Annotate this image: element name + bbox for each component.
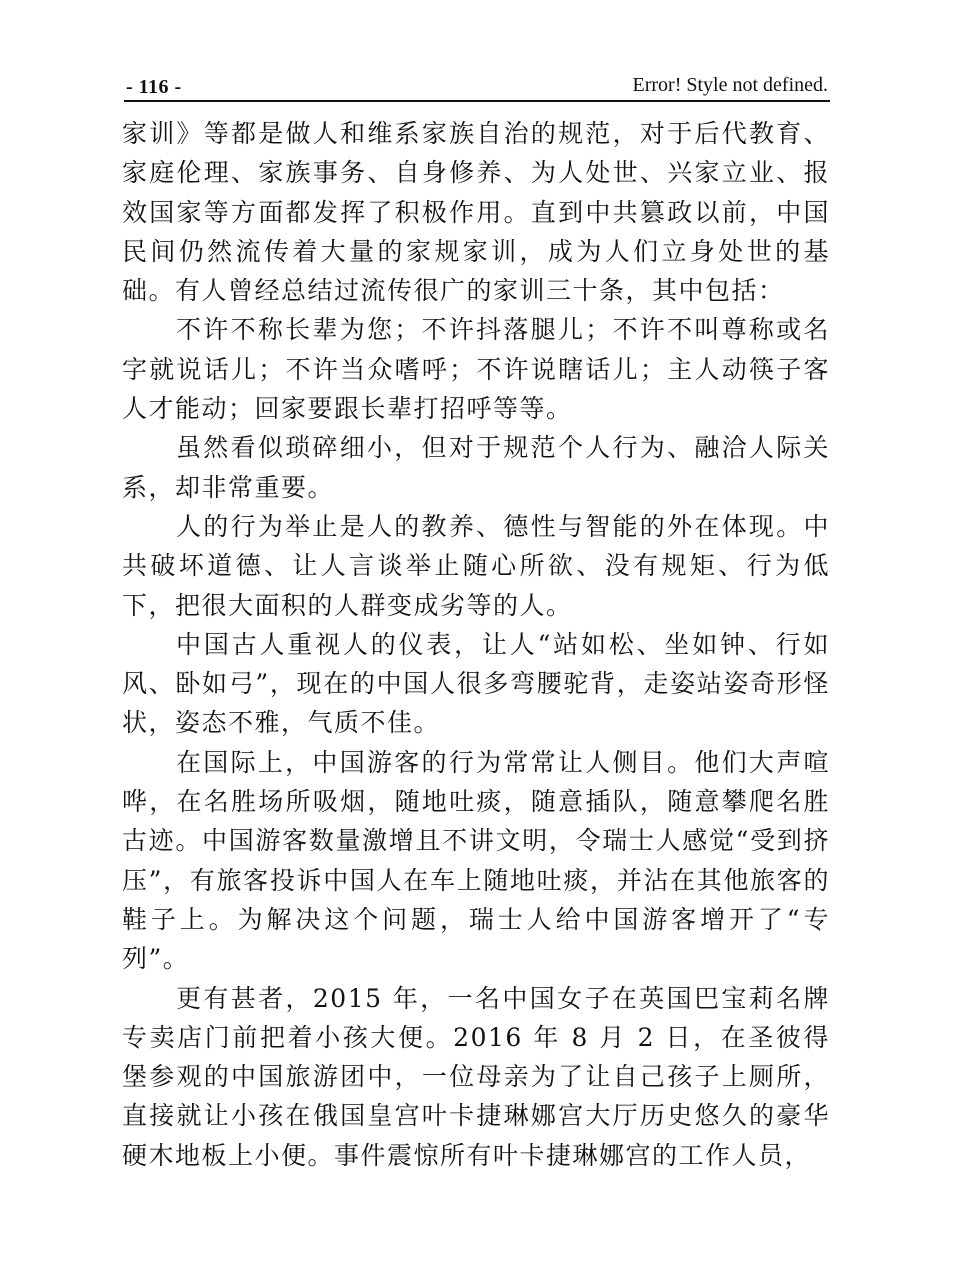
paragraph-behavior: 人的行为举止是人的教养、德性与智能的外在体现。中共破坏道德、让人言谈举止随心所欲、没有规矩、行为低下，把很大面积的人群变成劣等的人。 <box>122 511 830 620</box>
page-number: - 116 - <box>126 76 182 98</box>
page-header <box>124 72 830 102</box>
paragraph-posture: 中国古人重视人的仪表，让人“站如松、坐如钟、行如风、卧如弓”，现在的中国人很多弯腰驼背，走姿站姿奇形怪状，姿态不雅，气质不佳。 <box>122 629 830 738</box>
paragraph-importance: 虽然看似琐碎细小，但对于规范个人行为、融洽人际关系，却非常重要。 <box>122 433 830 502</box>
paragraph-continued: 家训》等都是做人和维系家族自治的规范，对于后代教育、家庭伦理、家族事务、自身修养、为人处世、兴家立业、报效国家等方面都发挥了积极作用。直到中共篡政以前，中国民间仍然流传着大量的家规家训，成为人们立身处世的基础。有人曾经总结过流传很广的家训三十条，其中包括： <box>122 119 830 306</box>
body-text <box>122 114 830 1175</box>
paragraph-tourists: 在国际上，中国游客的行为常常让人侧目。他们大声喧哗，在名胜场所吸烟，随地吐痰，随意插队，随意攀爬名胜古迹。中国游客数量激增且不讲文明，令瑞士人感觉“受到挤压”，有旅客投诉中国人在车上随地吐痰，并沾在其他旅客的鞋子上。为解决这个问题，瑞士人给中国游客增开了“专列”。 <box>122 747 830 974</box>
running-head: Error! Style not defined. <box>632 74 828 96</box>
paragraph-incidents: 更有甚者，2015 年，一名中国女子在英国巴宝莉名牌专卖店门前把着小孩大便。2016 年 8 月 2 日，在圣彼得堡参观的中国旅游团中，一位母亲为了让自己孩子上厕所，直接就让小孩在俄国皇宫叶卡捷琳娜宫大厅历史悠久的豪华硬木地板上小便。事件震惊所有叶卡捷琳娜宫的工作人员， <box>122 983 830 1170</box>
paragraph-family-rules: 不许不称长辈为您；不许抖落腿儿；不许不叫尊称或名字就说话儿；不许当众嗜呼；不许说瞎话儿；主人动筷子客人才能动；回家要跟长辈打招呼等等。 <box>122 315 830 424</box>
